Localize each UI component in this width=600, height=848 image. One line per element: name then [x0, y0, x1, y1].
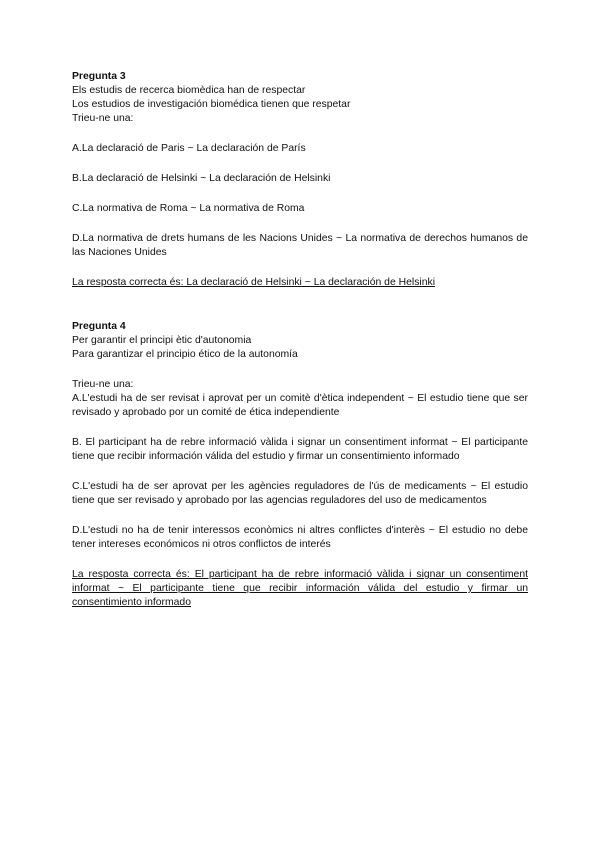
question-4-option-d: D.L'estudi no ha de tenir interessos econòmics ni altres conflictes d'interès ~ El estudio no debe tener intereses económicos ni otros conflictos de interés	[72, 525, 528, 550]
question-3-text-es: Los estudios de investigación biomédica tienen que respetar	[72, 99, 351, 110]
question-4-option-b: B. El participant ha de rebre informació vàlida i signar un consentiment informat ~ El participante tiene que recibir información válida del estudio y firmar un consentimiento informado	[72, 437, 528, 462]
question-3-prompt: Trieu-ne una:	[72, 113, 134, 124]
question-4-option-c: C.L'estudi ha de ser aprovat per les agències reguladores de l'ús de medicaments ~ El estudio tiene que ser revisado y aprobado por las agencias reguladores del uso de medicamentos	[72, 481, 528, 506]
question-3-option-b: B.La declaració de Helsinki ~ La declaración de Helsinki	[72, 173, 331, 184]
question-3-option-a: A.La declaració de Paris ~ La declaración de París	[72, 143, 306, 154]
question-4-text-ca: Per garantir el principi ètic d'autonomia	[72, 335, 252, 346]
document-page	[72, 70, 528, 610]
question-4-answer: La resposta correcta és: El participant ha de rebre informació vàlida i signar un consentiment informat ~ El participante tiene que recibir información válida del estudio y firmar un consentimiento informado	[72, 569, 528, 608]
question-3-answer: La resposta correcta és: La declaració de Helsinki ~ La declaración de Helsinki	[72, 277, 436, 288]
question-4-title: Pregunta 4	[72, 321, 126, 332]
question-3-text-ca: Els estudis de recerca biomèdica han de respectar	[72, 85, 306, 96]
question-3-option-c: C.La normativa de Roma ~ La normativa de Roma	[72, 203, 305, 214]
question-4-text-es: Para garantizar el principio ético de la autonomía	[72, 349, 298, 360]
question-3-title: Pregunta 3	[72, 71, 126, 82]
question-3	[72, 70, 528, 290]
question-3-option-d: D.La normativa de drets humans de les Nacions Unides ~ La normativa de derechos humanos de las Naciones Unides	[72, 233, 528, 258]
question-4-prompt: Trieu-ne una:	[72, 379, 134, 390]
question-4	[72, 320, 528, 610]
question-4-option-a: A.L'estudi ha de ser revisat i aprovat per un comitè d'ètica independent ~ El estudio tiene que ser revisado y aprobado por un comité de ética independiente	[72, 393, 528, 418]
